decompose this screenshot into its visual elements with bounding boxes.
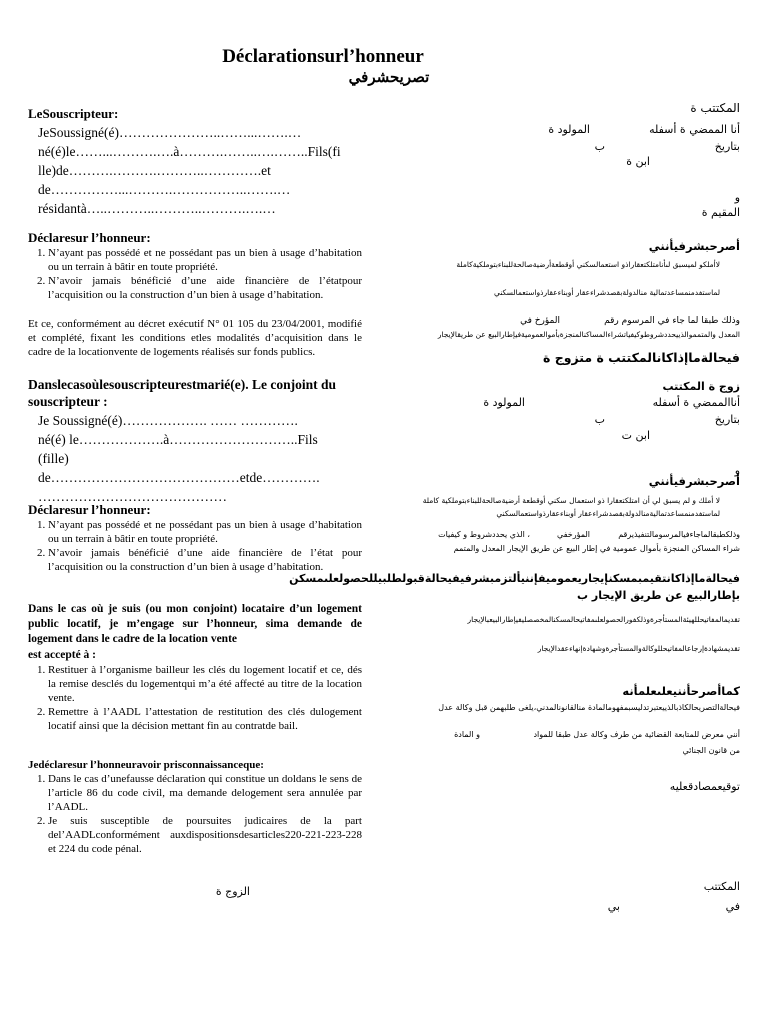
connaissance-item: 2. Je suis susceptible de poursuites judicaires de la part del’AADLconformément auxdispositionsdesarticles220-221-223-228 et 224 du code pénal. [48,814,362,856]
locataire-list [28,663,362,733]
locataire-paragraph: Dans le cas où je suis (ou mon conjoint) locataire d’un logement public locatif, je m’engage sur l’honneur, sima demande de logement dans le cadre de la location vente [28,603,362,645]
conjoint-line: Je Soussigné(é)………………. …… …………. [38,413,298,428]
declare2-item: 2. N’avoir jamais bénéficié d’une aide financière de l’état pour l’acquisition ou la construction d’un bien à usage d’habitation. [48,546,362,574]
ar-connais-item: فيحالةالتصريحالكاذبالذييعتبرتدليسبمفهومالمادة منالقانونالمدني،يلغى طلبهمن قبل وكالة عدل [438,703,740,712]
ar-conditions2: شراء المساكن المنجزة بأموال عمومية في إطار البيع عن طريق الإيجار المعدل والمتمم [453,544,740,553]
ar-declare2-item: لماستفدمنمساعدتماليةمنالدولةبقصدشراءعقار أوبناءعقارذواستعمالسكني [496,509,720,518]
declare-list [28,246,362,302]
souscripteur-line: de……………...……….……………..…….… [38,182,291,197]
ar-ba-label: ب [594,140,605,153]
souscripteur-line: né(é)le……...……….….à……….……..….……..Fils(fi [38,144,341,159]
ar-muarrakh: المؤرخ في [520,316,560,326]
souscripteur-heading: LeSouscripteur: [28,106,119,121]
ar-marie-heading: فيحالةماإذاكانالمكتتب ة متزوج ة [542,350,740,365]
declare-heading: Déclaresur l’honneur: [28,230,151,245]
declare-item: 1. N’ayant pas possédé et ne possédant pas un bien à usage d’habitation ou un terrain à bâtir en toute propriété. [48,246,362,274]
declare2-heading: Déclaresur l’honneur: [28,502,151,517]
ar-locataire-item: تقديمالمفاتيحللهيئةالمستأجرةوذلكفورالحصولعلىمفاتيحالمسكنالمخصصليفيإطارالبيعبالإيجار [467,615,740,624]
ar-declare2-item: لا أملك و لم يسبق لي أن امتلكتعقارا ذو استعمال سكني أوقطعة أرضيةصالحةللبناءبتوملكية كاملة [422,496,720,505]
ar-ibn-label: ابن ة [626,155,650,168]
ar-ana-label: أنا الممضي ة أسفله [649,123,740,136]
ar-connais-item: أنني معرض للمتابعة القضائية من طرف وكالة عدل طبقا للمواد [533,730,740,739]
ar-declare-heading: أصرحبشرفيأنني [648,239,740,253]
ar-ana2-label: أناالممضي ة أسفله [652,396,740,409]
ar-conditions: المعدل والمتمموالذييحددشروطوكيفياتشراءالمساكنالمنجزةبأموالعموميةفيإطارالبيع عن طريقالإيجار [437,330,740,339]
decret-paragraph: Et ce, conformément au décret exécutif N° 01 105 du 23/04/2001, modifié et complété, fixant les conditions etles modalités d’acquisition dans le cadre de la locationvente de logements réalisés sur fonds publics. [28,318,362,358]
ar-locataire-item: تقديمشهادةإرجاعالمفاتيحللوكالةوالمستأجرةوشهادةإنهاءعقدالإيجار [537,644,740,653]
locataire-item: 2. Remettre à l’AADL l’attestation de restitution des clés dulogement locatif ainsi que la décision mettant fin au contratde bail. [48,705,362,733]
ar-waw-label: و [734,191,740,204]
ar-connais-heading: كماأصرحأننيعلىعلمأنه [622,684,740,698]
est-accepte: est accepté à : [28,649,97,661]
ar-btarikh2-label: بتاريخ [714,413,740,426]
ar-alladhi: ، الذي يحددشروط و كيفيات [438,530,530,539]
ar-fi-label: في [725,900,740,913]
ar-wadhalik2: وذلكطبقالماجاءفيالمرسومالتنفيذيرقم [618,530,740,539]
ar-signature-label: توقيعمصادقعليه [669,780,740,793]
declare2-list [28,518,362,574]
ar-wadhalik: وذلك طبقا لما جاء في المرسوم رقم [604,316,740,326]
souscripteur-line: JeSoussigné(é)…………………..……...…….… [38,125,302,140]
ar-ba2-label: ب [594,413,605,426]
document-title: Déclarationsurl’honneur [222,46,424,67]
ar-declare-item: لاأملكو لميسبق لىأنامتلكتعقاراذو استعمالسكني أوقطعةأرضيةصالحةللبناءبتوملكيةكاملة [456,260,720,269]
marie-heading: Danslecasoùlesouscripteurestmarié(e). Le conjoint du souscripteur : [28,377,336,409]
ar-zawj-label: زوج ة المكتتب [662,380,740,393]
ar-bi-label: بي [607,900,620,913]
ar-declare2-heading: أصرحبشرفيأنني [648,474,740,488]
souscripteur-line: lle)de……….……….………..………….et [38,163,271,178]
connaissance-item: 1. Dans le cas d’unefausse déclaration qui constitue un doldans le sens de l’article 86 du code civil, ma demande delogement sera annulée par l’AADL. [48,772,362,814]
ar-maktatib-label: المكتتب ة [690,101,740,115]
souscripteur-fields [28,123,368,218]
ar-mawlud2-label: المولود ة [483,396,525,409]
ar-wal-madda: و المادة [454,730,480,739]
spouse-signature-label: الزوج ة [215,885,250,898]
declare2-item: 1. N’ayant pas possédé et ne possédant pas un bien à usage d’habitation ou un terrain à bâtir en toute propriété. [48,518,362,546]
ar-maktatib-sign-label: المكتتب [703,880,740,893]
conjoint-line: né(é) le……………….à………………………..Fils [38,432,318,447]
conjoint-fields [28,411,368,506]
ar-declare-item: لماستفدمنمساعدتمالية منالدولةبقصدشراءعقار أوبناءعقارذواستعمالسكني [494,288,720,297]
ar-locataire-heading: فيحالةماإذاكانتقيمبمسكنإيجاريعموميفإننيألتزمبشرفيفيحالةقبولطلبيللحصولعلىمسكن بإطارالبيع عن طريق الإيجار ب [289,572,740,602]
ar-qanun: من قانون الجنائي [682,746,740,755]
connaissance-heading: Jedéclaresur l’honneuravoir prisconnaissanceque: [28,759,264,771]
conjoint-line: de……………………………………etde…………. [38,470,320,485]
locataire-item: 1. Restituer à l’organisme bailleur les clés du logement locatif et ce, dés la remise desclés du logementqui m’a été affecté au titre de la location vente. [48,663,362,705]
conjoint-line: …………………………………… [38,489,227,504]
declare-item: 2. N’avoir jamais bénéficié d’une aide financière de l’étatpour l’acquisition ou la construction d’un bien à usage d’habitation. [48,274,362,302]
ar-muqim-label: المقيم ة [701,206,740,219]
ar-ibn2-label: ابن ت [621,429,650,442]
document-title-arabic: تصريحشرفي [348,70,430,86]
ar-btarikh-label: بتاريخ [714,140,740,153]
conjoint-line: (fille) [38,451,69,466]
souscripteur-line: résidantà…..………..………..……….….… [38,201,276,216]
ar-waw2-label: و [734,464,740,477]
connaissance-list [28,772,362,856]
ar-muarrakh2: المؤرخفي [557,530,590,539]
ar-mawlud-label: المولود ة [548,123,590,136]
